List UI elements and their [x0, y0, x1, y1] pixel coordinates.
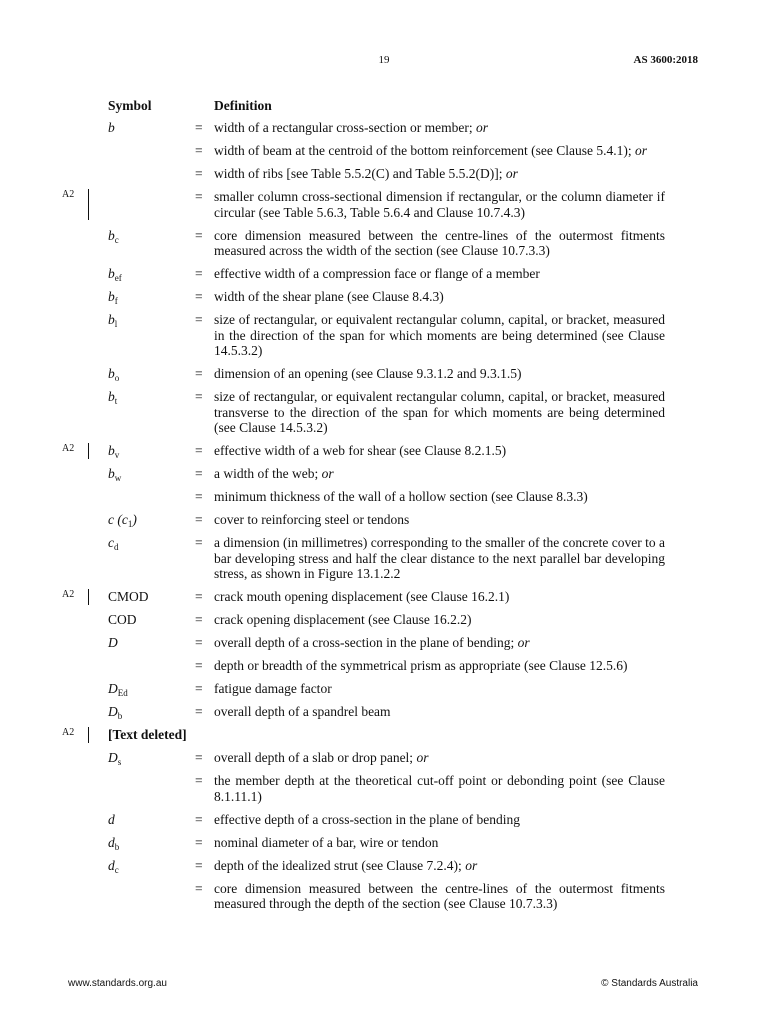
- equals-sign: =: [195, 681, 203, 696]
- standard-code: AS 3600:2018: [633, 54, 698, 66]
- row-definition: minimum thickness of the wall of a hollow section (see Clause 8.3.3): [214, 489, 588, 504]
- equals-sign: =: [195, 834, 203, 850]
- row-definition: a dimension (in millimetres) corresponding to the smaller of the concrete cover to a bar developing stress and half the clear distance to the next parallel bar developing stress, as shown in Figure 13.1.2.2: [214, 535, 665, 581]
- or-conjunction: or: [517, 635, 530, 650]
- or-conjunction: or: [476, 120, 489, 135]
- row-definition: width of ribs [see Table 5.5.2(C) and Table 5.5.2(D)]; or: [214, 166, 518, 181]
- row-symbol: COD: [108, 612, 137, 627]
- definition-row: [0, 612, 768, 628]
- row-definition: effective depth of a cross-section in the plane of bending: [214, 811, 521, 827]
- row-symbol-subscript: t: [114, 396, 118, 406]
- row-definition: overall depth of a cross-section in the plane of bending; or: [214, 635, 530, 650]
- equals-sign: =: [195, 366, 203, 381]
- row-symbol: $b_v$: [108, 443, 120, 460]
- row-symbol-subscript: o: [114, 373, 120, 383]
- equals-sign: =: [195, 466, 203, 481]
- footer-website: www.standards.org.au: [68, 978, 167, 989]
- amendment-bar: [88, 589, 89, 605]
- equals-sign: =: [195, 612, 203, 627]
- page-number: 19: [378, 54, 390, 66]
- or-conjunction: or: [416, 750, 429, 765]
- row-definition: dimension of an opening (see Clause 9.3.1.2 and 9.3.1.5): [214, 366, 522, 381]
- definition-row: [0, 189, 768, 220]
- equals-sign: =: [195, 143, 203, 158]
- definition-row: [0, 366, 768, 382]
- row-definition: nominal diameter of a bar, wire or tendon: [214, 834, 439, 850]
- footer-copyright: © Standards Australia: [601, 978, 698, 989]
- equals-sign: =: [195, 266, 203, 281]
- definition-row: [0, 512, 768, 528]
- equals-sign: =: [195, 704, 203, 719]
- row-symbol-subscript: Ed: [117, 688, 128, 698]
- equals-sign: =: [195, 773, 203, 788]
- row-symbol-subscript: v: [114, 450, 120, 460]
- amendment-marker: A2: [62, 443, 75, 454]
- row-definition: smaller column cross-sectional dimension if rectangular, or the column diameter if circular (see Table 5.6.3, Table 5.6.4 and Clause 10.7.4.3): [214, 189, 665, 220]
- row-definition: fatigue damage factor: [214, 681, 332, 696]
- row-symbol-subscript: f: [114, 296, 118, 306]
- row-symbol: $b_l$: [108, 312, 118, 329]
- definition-row: [0, 166, 768, 182]
- definition-row: [0, 143, 768, 159]
- row-symbol: $b_{ef}$: [108, 266, 122, 283]
- row-symbol-subscript: ef: [114, 273, 122, 283]
- row-symbol: D: [108, 635, 118, 650]
- amendment-marker: A2: [62, 189, 75, 200]
- row-definition: size of rectangular, or equivalent rectangular column, capital, or bracket, measured transverse to the direction of the span for which moments are being determined (see Clause 14.5.3.2): [214, 389, 665, 435]
- equals-sign: =: [195, 857, 203, 873]
- equals-sign: =: [195, 535, 203, 550]
- definition-column-heading: Definition: [214, 98, 272, 113]
- row-definition: effective width of a web for shear (see Clause 8.2.1.5): [214, 443, 507, 458]
- equals-sign: =: [195, 811, 203, 827]
- definition-row: [0, 658, 768, 674]
- equals-sign: =: [195, 289, 203, 304]
- definition-row: [0, 727, 768, 743]
- row-definition: core dimension measured between the centre-lines of the outermost fitments measured across the width of the section (see Clause 10.7.3.3): [214, 227, 665, 258]
- definition-row: [0, 835, 768, 851]
- row-definition: overall depth of a slab or drop panel; or: [214, 750, 429, 765]
- row-symbol: $b_t$: [108, 389, 118, 406]
- row-definition: width of beam at the centroid of the bottom reinforcement (see Clause 5.4.1); or: [214, 143, 648, 158]
- definition-row: [0, 289, 768, 305]
- symbol-column-heading: Symbol: [108, 98, 152, 113]
- row-definition: cover to reinforcing steel or tendons: [214, 512, 410, 527]
- definition-row: [0, 858, 768, 874]
- equals-sign: =: [195, 227, 203, 243]
- row-symbol: $b_o$: [108, 366, 120, 383]
- equals-sign: =: [195, 389, 203, 404]
- equals-sign: =: [195, 120, 203, 135]
- definition-row: [0, 389, 768, 436]
- row-definition: crack opening displacement (see Clause 16.2.2): [214, 612, 472, 627]
- row-symbol: $D_s$: [108, 750, 122, 767]
- row-symbol: b: [108, 120, 115, 135]
- amendment-bar: [88, 443, 89, 459]
- equals-sign: =: [195, 658, 203, 673]
- row-symbol: $D_b$: [108, 704, 123, 721]
- row-symbol-subscript: c: [114, 864, 119, 875]
- row-symbol: CMOD: [108, 589, 149, 604]
- row-definition: width of a rectangular cross-section or member; or: [214, 120, 489, 135]
- row-symbol-subscript: b: [117, 711, 123, 721]
- definition-row: [0, 750, 768, 766]
- or-conjunction: or: [321, 466, 334, 481]
- definition-row: [0, 704, 768, 720]
- row-definition: overall depth of a spandrel beam: [214, 704, 391, 719]
- equals-sign: =: [195, 443, 203, 458]
- definition-row: [0, 812, 768, 828]
- equals-sign: =: [195, 512, 203, 527]
- row-symbol-subscript: w: [114, 473, 122, 483]
- definition-row: [0, 635, 768, 651]
- equals-sign: =: [195, 750, 203, 765]
- equals-sign: =: [195, 312, 203, 327]
- equals-sign: =: [195, 166, 203, 181]
- amendment-bar: [88, 189, 89, 220]
- amendment-bar: [88, 727, 89, 743]
- row-symbol: $d_b$: [108, 834, 120, 852]
- row-symbol: [Text deleted]: [108, 727, 187, 742]
- amendment-marker: A2: [62, 727, 75, 738]
- row-symbol: c $(c_1)$: [108, 512, 137, 529]
- row-symbol: $b_w$: [108, 466, 122, 483]
- equals-sign: =: [195, 189, 203, 204]
- row-symbol-subscript: c: [114, 234, 119, 245]
- row-symbol-subscript: 1: [127, 519, 133, 529]
- row-definition: depth or breadth of the symmetrical prism as appropriate (see Clause 12.5.6): [214, 658, 628, 673]
- equals-sign: =: [195, 489, 203, 504]
- definition-row: [0, 228, 768, 259]
- definition-row: [0, 266, 768, 282]
- row-symbol-subscript: b: [114, 841, 120, 852]
- row-definition: the member depth at the theoretical cut-off point or debonding point (see Clause 8.1.11.1): [214, 773, 665, 804]
- row-symbol-subscript: s: [117, 757, 122, 767]
- amendment-marker: A2: [62, 589, 75, 600]
- row-symbol: $D_{Ed}$: [108, 681, 128, 698]
- row-definition: effective width of a compression face or flange of a member: [214, 266, 540, 281]
- definition-row: [0, 681, 768, 697]
- row-symbol-subscript: l: [114, 319, 118, 329]
- definition-row: [0, 773, 768, 804]
- definition-row: [0, 881, 768, 912]
- definition-row: [0, 535, 768, 582]
- definition-row: [0, 489, 768, 505]
- equals-sign: =: [195, 589, 203, 604]
- row-definition: a width of the web; or: [214, 466, 334, 481]
- definition-row: [0, 589, 768, 605]
- definition-row: [0, 312, 768, 359]
- row-symbol: d: [108, 811, 115, 827]
- row-symbol: $c_d$: [108, 535, 119, 552]
- definition-row: [0, 120, 768, 136]
- row-symbol: $b_c$: [108, 227, 119, 245]
- or-conjunction: or: [505, 166, 518, 181]
- row-symbol: $b_f$: [108, 289, 118, 306]
- equals-sign: =: [195, 635, 203, 650]
- row-definition: crack mouth opening displacement (see Clause 16.2.1): [214, 589, 510, 604]
- equals-sign: =: [195, 880, 203, 896]
- or-conjunction: or: [465, 857, 478, 873]
- row-definition: size of rectangular, or equivalent rectangular column, capital, or bracket, measured in the direction of the span for which moments are being determined (see Clause 14.5.3.2): [214, 312, 665, 358]
- row-definition: width of the shear plane (see Clause 8.4.3): [214, 289, 444, 304]
- row-symbol: $d_c$: [108, 857, 119, 875]
- definition-row: [0, 466, 768, 482]
- row-symbol-subscript: d: [114, 542, 119, 552]
- row-definition: core dimension measured between the centre-lines of the outermost fitments measured through the depth of the section (see Clause 10.7.3.3): [214, 880, 665, 911]
- row-definition: depth of the idealized strut (see Clause 7.2.4); or: [214, 857, 478, 873]
- definition-row: [0, 443, 768, 459]
- row-definition: [214, 727, 665, 743]
- or-conjunction: or: [635, 143, 648, 158]
- symbol-definition-list: [0, 120, 768, 919]
